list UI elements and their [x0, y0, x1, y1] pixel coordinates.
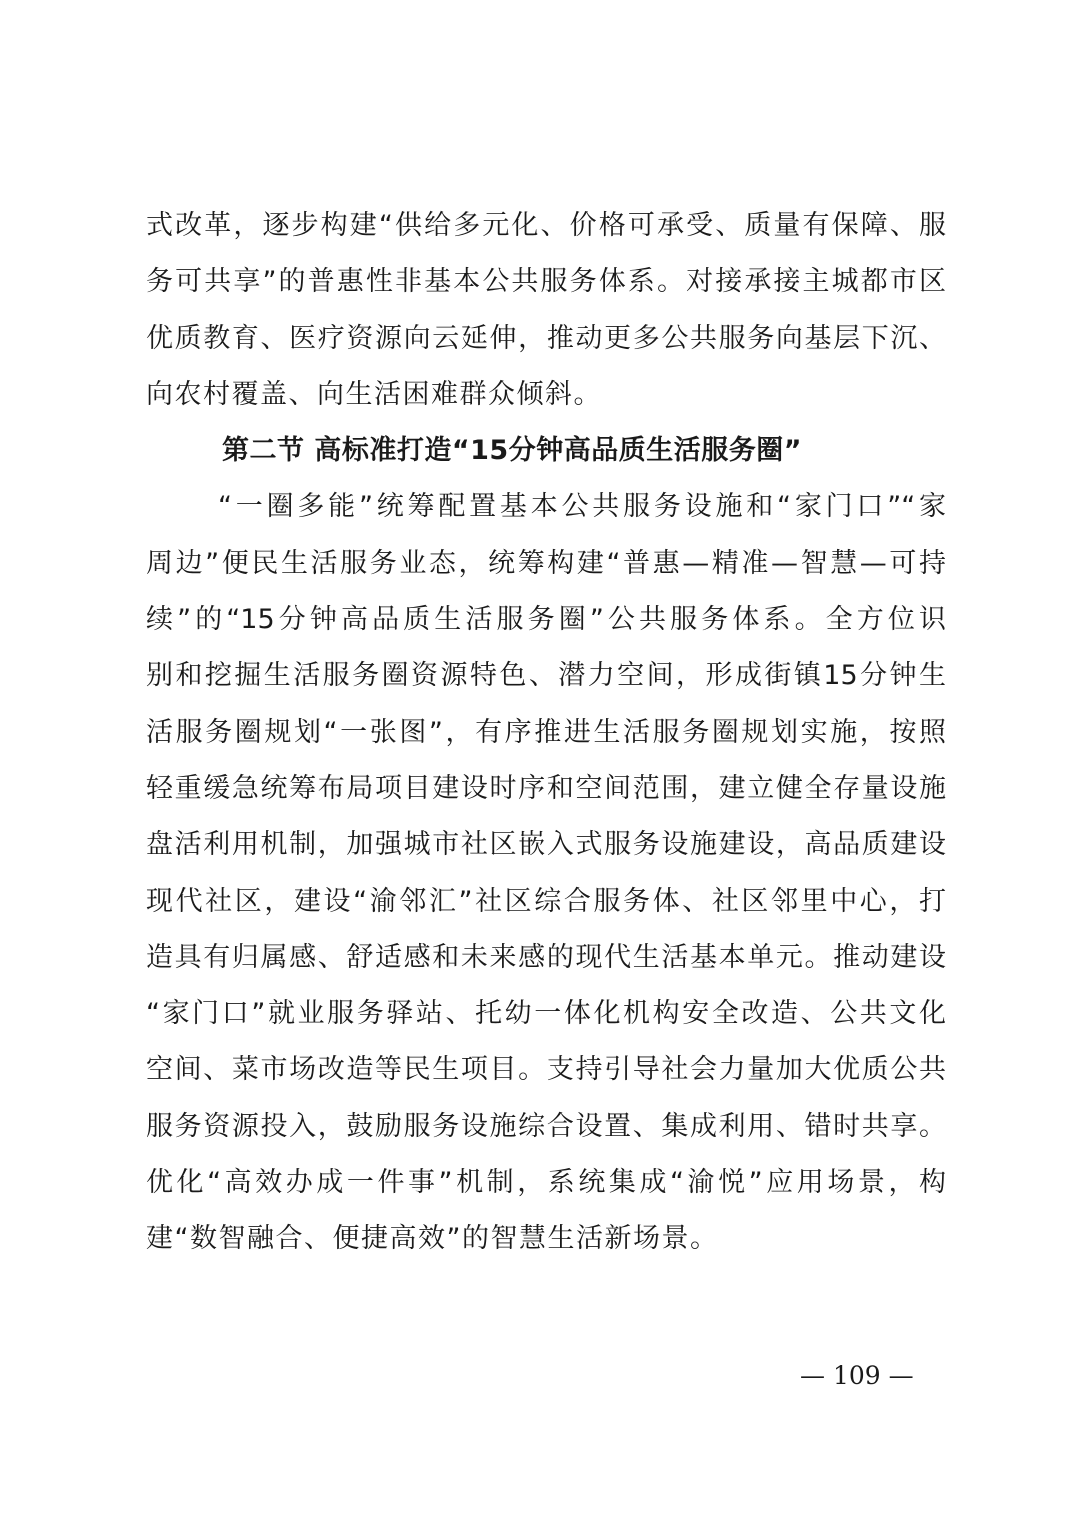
paragraph-line: 续”的“15分钟高品质生活服务圈”公共服务体系。全方位识 — [146, 604, 946, 636]
paragraph-line: 务可共享”的普惠性非基本公共服务体系。对接承接主城都市区 — [146, 266, 946, 298]
paragraph-line: 造具有归属感、舒适感和未来感的现代生活基本单元。推动建设 — [146, 941, 946, 973]
paragraph-line: 现代社区，建设“渝邻汇”社区综合服务体、社区邻里中心，打 — [146, 885, 946, 917]
document-body — [146, 198, 946, 1268]
section-heading: 第二节 高标准打造“15分钟高品质生活服务圈” — [222, 435, 802, 467]
paragraph-line: “家门口”就业服务驿站、托幼一体化机构安全改造、公共文化 — [146, 998, 946, 1030]
paragraph-line: “一圈多能”统筹配置基本公共服务设施和“家门口”“家 — [218, 491, 946, 523]
paragraph-line: 建“数智融合、便捷高效”的智慧生活新场景。 — [146, 1223, 719, 1255]
paragraph-1 — [146, 198, 946, 423]
page-number: — 109 — — [800, 1361, 914, 1390]
paragraph-line: 式改革，逐步构建“供给多元化、价格可承受、质量有保障、服 — [146, 210, 946, 241]
paragraph-line: 向农村覆盖、向生活困难群众倾斜。 — [146, 378, 602, 410]
paragraph-line: 优化“高效办成一件事”机制，系统集成“渝悦”应用场景，构 — [146, 1167, 946, 1199]
paragraph-line: 空间、菜市场改造等民生项目。支持引导社会力量加大优质公共 — [146, 1054, 946, 1086]
paragraph-line: 轻重缓急统筹布局项目建设时序和空间范围，建立健全存量设施 — [146, 772, 946, 804]
paragraph-line: 盘活利用机制，加强城市社区嵌入式服务设施建设，高品质建设 — [146, 829, 946, 861]
paragraph-line: 服务资源投入，鼓励服务设施综合设置、集成利用、错时共享。 — [146, 1110, 946, 1142]
paragraph-line: 优质教育、医疗资源向云延伸，推动更多公共服务向基层下沉、 — [146, 322, 946, 354]
paragraph-line: 活服务圈规划“一张图”，有序推进生活服务圈规划实施，按照 — [146, 716, 946, 748]
paragraph-2 — [146, 479, 946, 1267]
paragraph-line: 周边”便民生活服务业态，统筹构建“普惠—精准—智慧—可持 — [146, 547, 946, 579]
paragraph-line: 别和挖掘生活服务圈资源特色、潜力空间，形成街镇15分钟生 — [146, 660, 946, 692]
